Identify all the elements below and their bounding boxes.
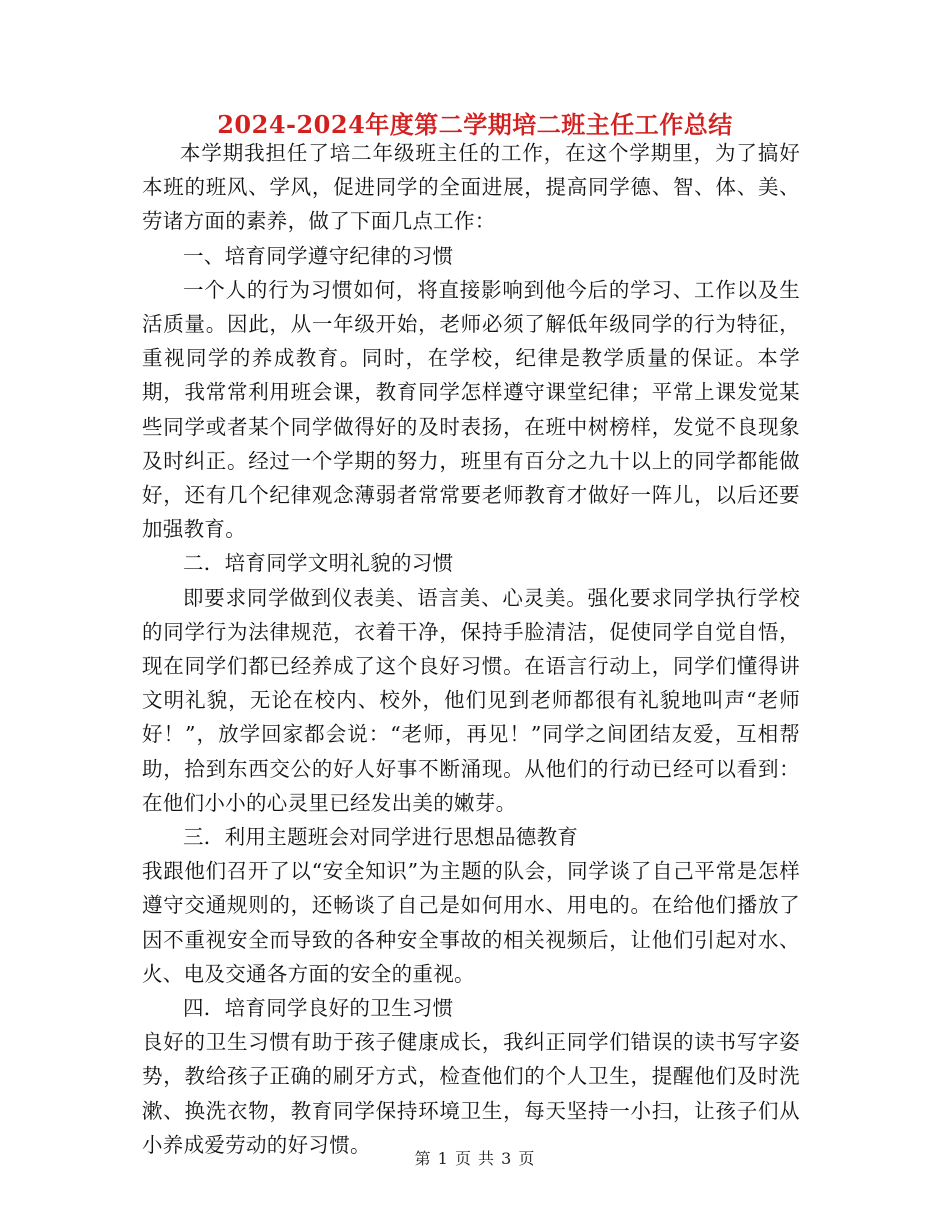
intro-paragraph: 本学期我担任了培二年级班主任的工作，在这个学期里，为了搞好本班的班风、学风，促进同学的全面进展，提高同学德、智、体、美、劳诸方面的素养，做了下面几点工作： xyxy=(142,141,800,234)
page-footer: 第 1 页 共 3 页 xyxy=(414,1149,536,1168)
section-body-4: 良好的卫生习惯有助于孩子健康成长，我纠正同学们错误的读书写字姿势，教给孩子正确的刷牙方式，检查他们的个人卫生，提醒他们及时洗漱、换洗衣物，教育同学保持环境卫生，每天坚持一小扫，让孩子们从小养成爱劳动的好习惯。 xyxy=(142,1030,800,1157)
document-body xyxy=(142,136,800,1162)
section-body-1: 一个人的行为习惯如何，将直接影响到他今后的学习、工作以及生活质量。因此，从一年级开始，老师必须了解低年级同学的行为特征，重视同学的养成教育。同时，在学校，纪律是教学质量的保证。本学期，我常常利用班会课，教育同学怎样遵守课堂纪律；平常上课发觉某些同学或者某个同学做得好的及时表扬，在班中树榜样，发觉不良现象及时纠正。经过一个学期的努力，班里有百分之九十以上的同学都能做好，还有几个纪律观念薄弱者常常要老师教育才做好一阵儿，以后还要加强教育。 xyxy=(142,277,800,542)
section-heading-4: 四．培育同学良好的卫生习惯 xyxy=(183,996,454,1021)
section-heading-1: 一、培育同学遵守纪律的习惯 xyxy=(183,243,454,268)
section-body-2: 即要求同学做到仪表美、语言美、心灵美。强化要求同学执行学校的同学行为法律规范，衣着干净，保持手脸清洁，促使同学自觉自悟，现在同学们都已经养成了这个良好习惯。在语言行动上，同学们懂得讲文明礼貌，无论在校内、校外，他们见到老师都很有礼貌地叫声“老师好！”，放学回家都会说：“老师，再见！”同学之间团结友爱，互相帮助，拾到东西交公的好人好事不断涌现。从他们的行动已经可以看到：在他们小小的心灵里已经发出美的嫩芽。 xyxy=(142,585,800,815)
section-body-3: 我跟他们召开了以“安全知识”为主题的队会，同学谈了自己平常是怎样遵守交通规则的，还畅谈了自己是如何用水、用电的。在给他们播放了因不重视安全而导致的各种安全事故的相关视频后，让他们引起对水、火、电及交通各方面的安全的重视。 xyxy=(142,859,800,986)
section-heading-3: 三．利用主题班会对同学进行思想品德教育 xyxy=(183,825,579,850)
section-heading-2: 二．培育同学文明礼貌的习惯 xyxy=(183,551,454,576)
document-title: 2024-2024年度第二学期培二班主任工作总结 xyxy=(217,110,733,139)
